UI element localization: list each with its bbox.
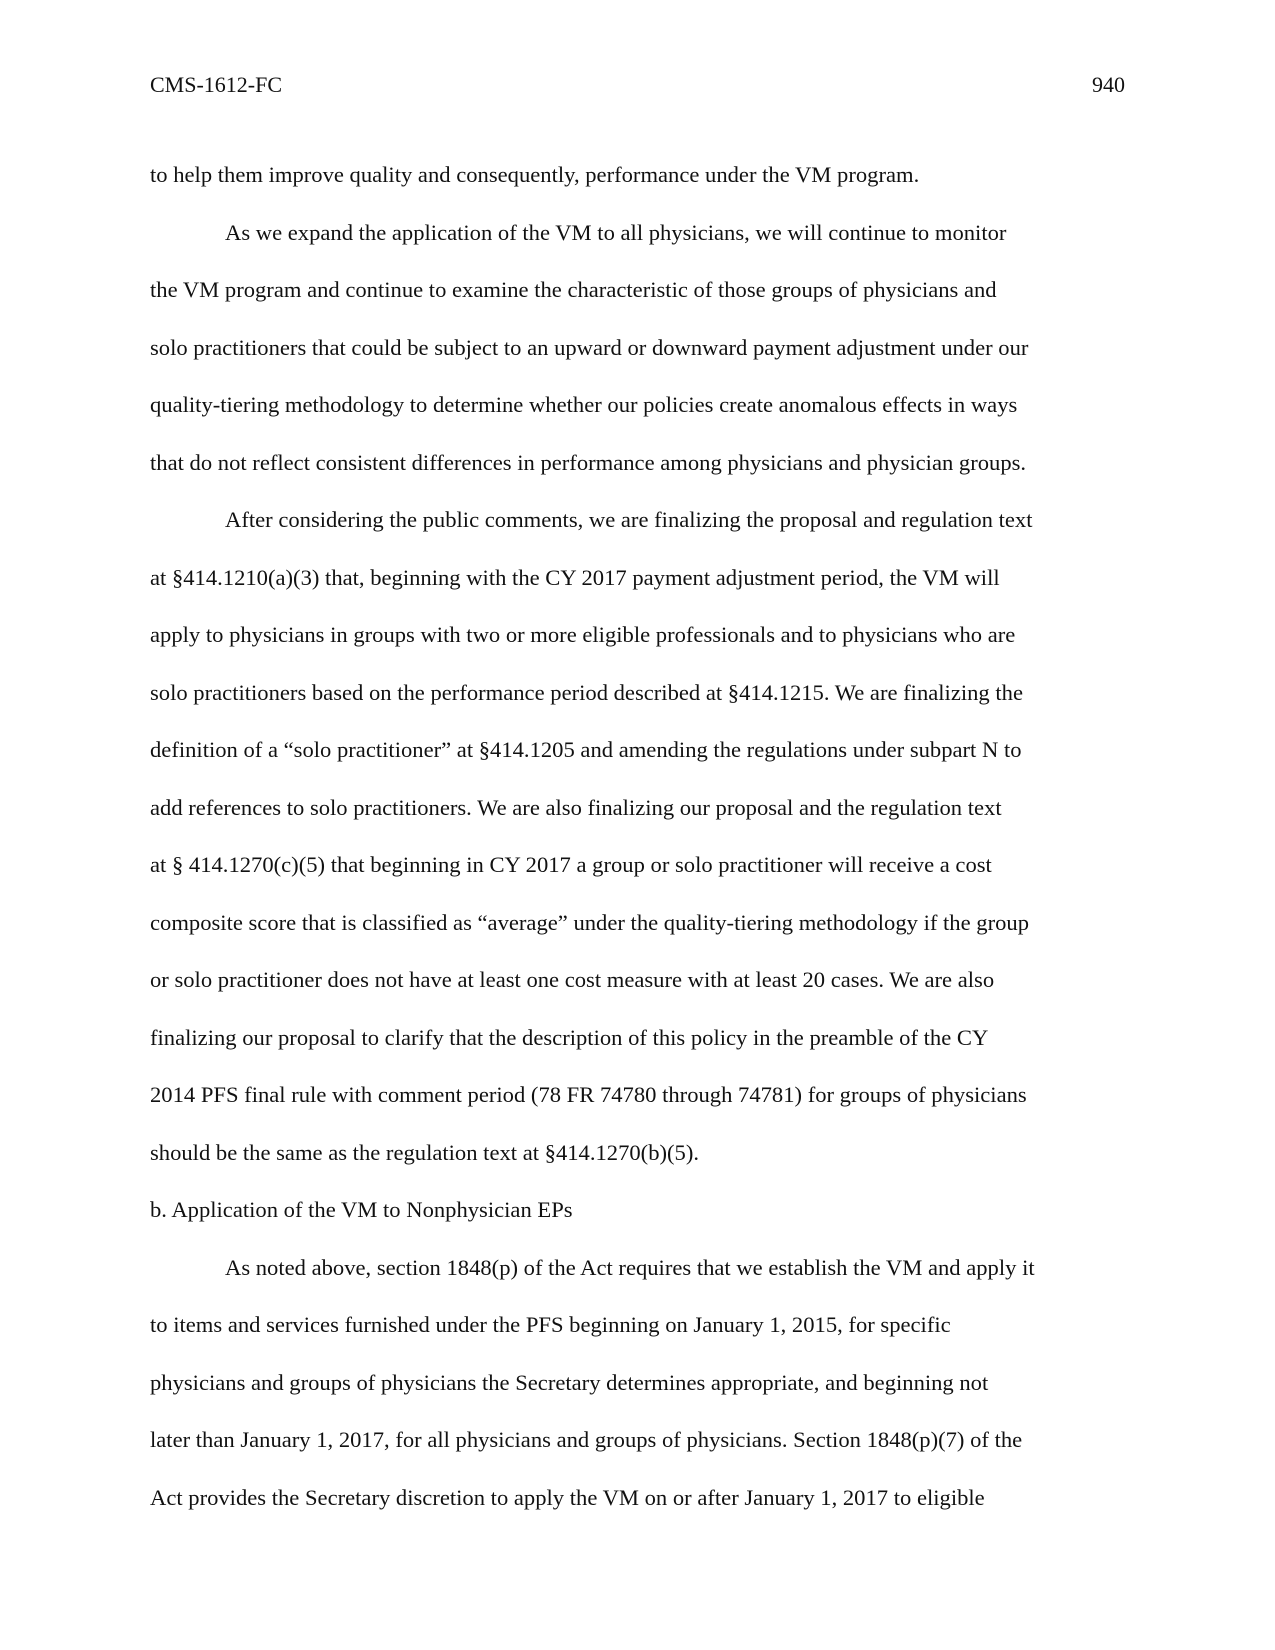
text-line: physicians and groups of physicians the Secretary determines appropriate, and beginning not — [150, 1369, 989, 1395]
text-line: at § 414.1270(c)(5) that beginning in CY 2017 a group or solo practitioner will receive a cost — [150, 852, 992, 877]
text-line: to help them improve quality and consequently, performance under the VM program. — [150, 162, 920, 187]
text-line: finalizing our proposal to clarify that the description of this policy in the preamble of the CY — [150, 1024, 989, 1050]
text-line: quality-tiering methodology to determine whether our policies create anomalous effects in ways — [150, 392, 1018, 417]
page-number: 940 — [1092, 72, 1125, 97]
text-line: should be the same as the regulation text at §414.1270(b)(5). — [150, 1139, 700, 1165]
text-line: b. Application of the VM to Nonphysician EPs — [150, 1197, 573, 1222]
text-line: the VM program and continue to examine the characteristic of those groups of physicians and — [150, 277, 997, 302]
text-line: solo practitioners based on the performance period described at §414.1215. We are finalizing the — [150, 679, 1023, 705]
text-line: 2014 PFS final rule with comment period (78 FR 74780 through 74781) for groups of physicians — [150, 1082, 1027, 1107]
text-line: composite score that is classified as “average” under the quality-tiering methodology if the group — [150, 909, 1029, 935]
document-id: CMS-1612-FC — [150, 72, 283, 97]
text-line: or solo practitioner does not have at least one cost measure with at least 20 cases. We are also — [150, 967, 995, 992]
text-line: add references to solo practitioners. We are also finalizing our proposal and the regulation text — [150, 794, 1002, 820]
paragraph-first-line: As noted above, section 1848(p) of the Act requires that we establish the VM and apply it — [225, 1254, 1035, 1280]
paragraph-first-line: After considering the public comments, we are finalizing the proposal and regulation text — [225, 507, 1033, 532]
text-line: to items and services furnished under the PFS beginning on January 1, 2015, for specific — [150, 1312, 951, 1337]
text-line: apply to physicians in groups with two or more eligible professionals and to physicians who are — [150, 622, 1016, 647]
text-line: at §414.1210(a)(3) that, beginning with the CY 2017 payment adjustment period, the VM will — [150, 564, 1000, 590]
page-header — [150, 72, 1125, 102]
text-line: solo practitioners that could be subject to an upward or downward payment adjustment under our — [150, 334, 1029, 360]
text-line: definition of a “solo practitioner” at §414.1205 and amending the regulations under subpart N to — [150, 737, 1022, 762]
text-line: Act provides the Secretary discretion to apply the VM on or after January 1, 2017 to eligible — [150, 1484, 985, 1510]
document-body — [150, 146, 1130, 1526]
text-line: later than January 1, 2017, for all physicians and groups of physicians. Section 1848(p)(7) of the — [150, 1427, 1023, 1452]
paragraph-first-line: As we expand the application of the VM to all physicians, we will continue to monitor — [225, 219, 1007, 245]
text-line: that do not reflect consistent differences in performance among physicians and physician groups. — [150, 449, 1027, 475]
